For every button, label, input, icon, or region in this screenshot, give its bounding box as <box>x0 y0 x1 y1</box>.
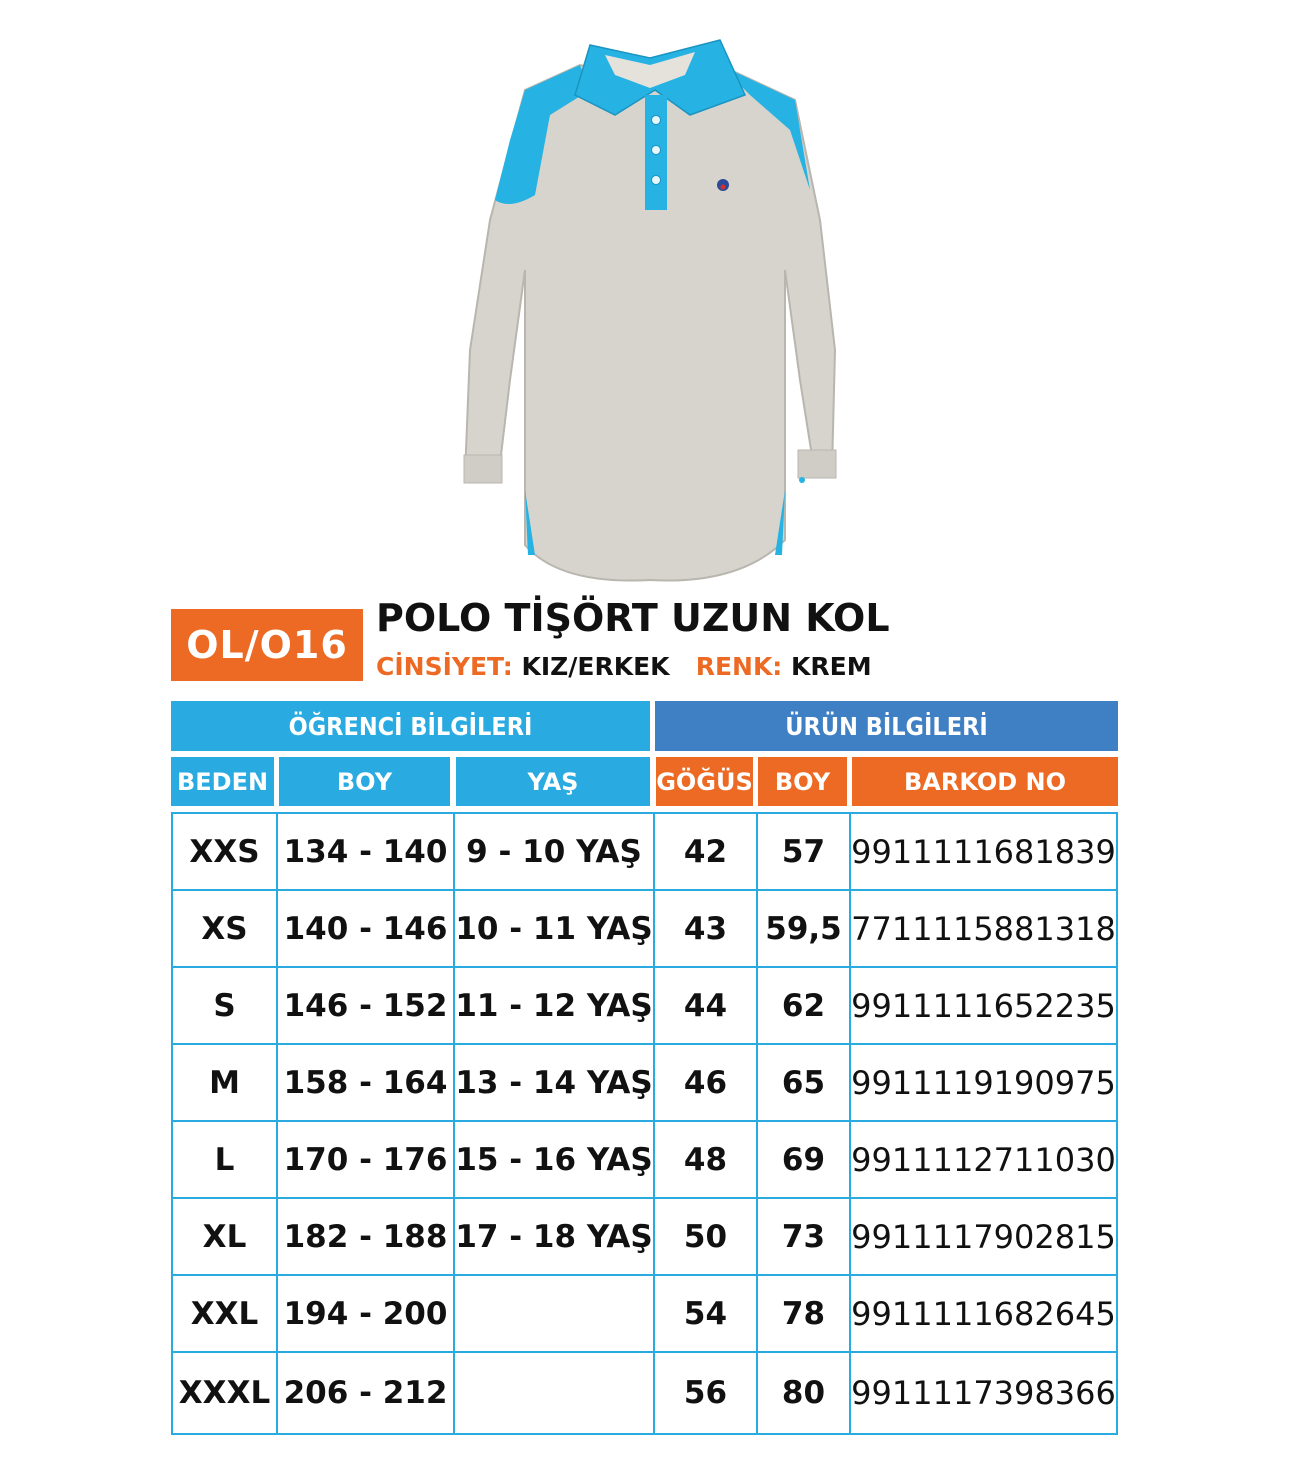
product-meta <box>376 652 872 681</box>
length-cell: 62 <box>781 987 826 1024</box>
size-cell: XS <box>201 910 248 947</box>
barcode-cell: 9911112711030 <box>851 1140 1116 1179</box>
table-row <box>173 1353 1116 1433</box>
length-cell: 57 <box>781 833 826 870</box>
col-header-size: BEDEN <box>171 757 274 806</box>
table-row <box>173 891 1116 968</box>
barcode-cell: 9911117398366 <box>851 1374 1116 1412</box>
table-row <box>173 968 1116 1045</box>
col-header-height: BOY <box>279 757 450 806</box>
barcode-cell: 9911117902815 <box>851 1217 1116 1256</box>
barcode-cell: 9911111682645 <box>851 1294 1116 1333</box>
age-cell <box>455 1276 653 1351</box>
length-cell: 59,5 <box>765 910 842 947</box>
cuff-right <box>798 450 836 478</box>
chest-cell: 50 <box>683 1218 728 1255</box>
product-code-badge: OL/O16 <box>171 609 363 681</box>
chest-cell: 43 <box>683 910 728 947</box>
length-cell: 80 <box>781 1375 826 1411</box>
table-row <box>173 1199 1116 1276</box>
length-cell: 73 <box>781 1218 826 1255</box>
age-cell: 17 - 18 YAŞ <box>455 1218 653 1255</box>
button-3 <box>652 176 661 185</box>
col-header-chest: GÖĞÜS <box>656 757 753 806</box>
age-cell: 15 - 16 YAŞ <box>455 1141 653 1178</box>
table-row <box>173 1122 1116 1199</box>
size-cell: S <box>213 987 236 1024</box>
chest-cell: 48 <box>683 1141 728 1178</box>
height-cell: 158 - 164 <box>283 1064 448 1101</box>
table-row <box>173 1276 1116 1353</box>
barcode-cell: 9911111681839 <box>851 832 1116 871</box>
height-cell: 194 - 200 <box>283 1295 448 1332</box>
length-cell: 78 <box>781 1295 826 1332</box>
chest-cell: 44 <box>683 987 728 1024</box>
size-cell: M <box>209 1064 240 1101</box>
height-cell: 146 - 152 <box>283 987 448 1024</box>
col-header-length: BOY <box>758 757 847 806</box>
age-cell: 11 - 12 YAŞ <box>455 987 653 1024</box>
chest-cell: 42 <box>683 833 728 870</box>
table-row <box>173 1045 1116 1122</box>
student-info-header: ÖĞRENCİ BİLGİLERİ <box>171 701 650 751</box>
button-2 <box>652 146 661 155</box>
height-cell: 170 - 176 <box>283 1141 448 1178</box>
age-cell: 9 - 10 YAŞ <box>466 833 642 870</box>
height-cell: 182 - 188 <box>283 1218 448 1255</box>
chest-cell: 54 <box>683 1295 728 1332</box>
barcode-cell: 9911119190975 <box>851 1063 1116 1102</box>
cuff-left <box>464 455 502 483</box>
size-cell: XL <box>202 1218 247 1255</box>
height-cell: 134 - 140 <box>283 833 448 870</box>
height-cell: 206 - 212 <box>283 1375 448 1411</box>
age-cell: 13 - 14 YAŞ <box>455 1064 653 1101</box>
gender-label: CİNSİYET: <box>376 652 513 681</box>
size-cell: L <box>214 1141 235 1178</box>
length-cell: 65 <box>781 1064 826 1101</box>
color-label: RENK: <box>695 652 783 681</box>
barcode-cell: 7711115881318 <box>851 909 1116 948</box>
product-info-header: ÜRÜN BİLGİLERİ <box>655 701 1118 751</box>
product-title: POLO TİŞÖRT UZUN KOL <box>376 596 890 640</box>
gender-value: KIZ/ERKEK <box>521 652 670 681</box>
chest-cell: 56 <box>683 1375 728 1411</box>
age-cell: 10 - 11 YAŞ <box>455 910 653 947</box>
length-cell: 69 <box>781 1141 826 1178</box>
col-header-age: YAŞ <box>456 757 650 806</box>
height-cell: 140 - 146 <box>283 910 448 947</box>
button-1 <box>652 116 661 125</box>
chest-cell: 46 <box>683 1064 728 1101</box>
table-row <box>173 814 1116 891</box>
size-table <box>171 812 1118 1435</box>
size-cell: XXL <box>190 1295 259 1332</box>
size-cell: XXS <box>189 833 260 870</box>
age-cell <box>455 1353 653 1433</box>
color-value: KREM <box>791 652 872 681</box>
size-cell: XXXL <box>178 1375 271 1411</box>
barcode-cell: 9911111652235 <box>851 986 1116 1025</box>
product-photo <box>440 20 860 585</box>
col-header-barcode: BARKOD NO <box>852 757 1118 806</box>
